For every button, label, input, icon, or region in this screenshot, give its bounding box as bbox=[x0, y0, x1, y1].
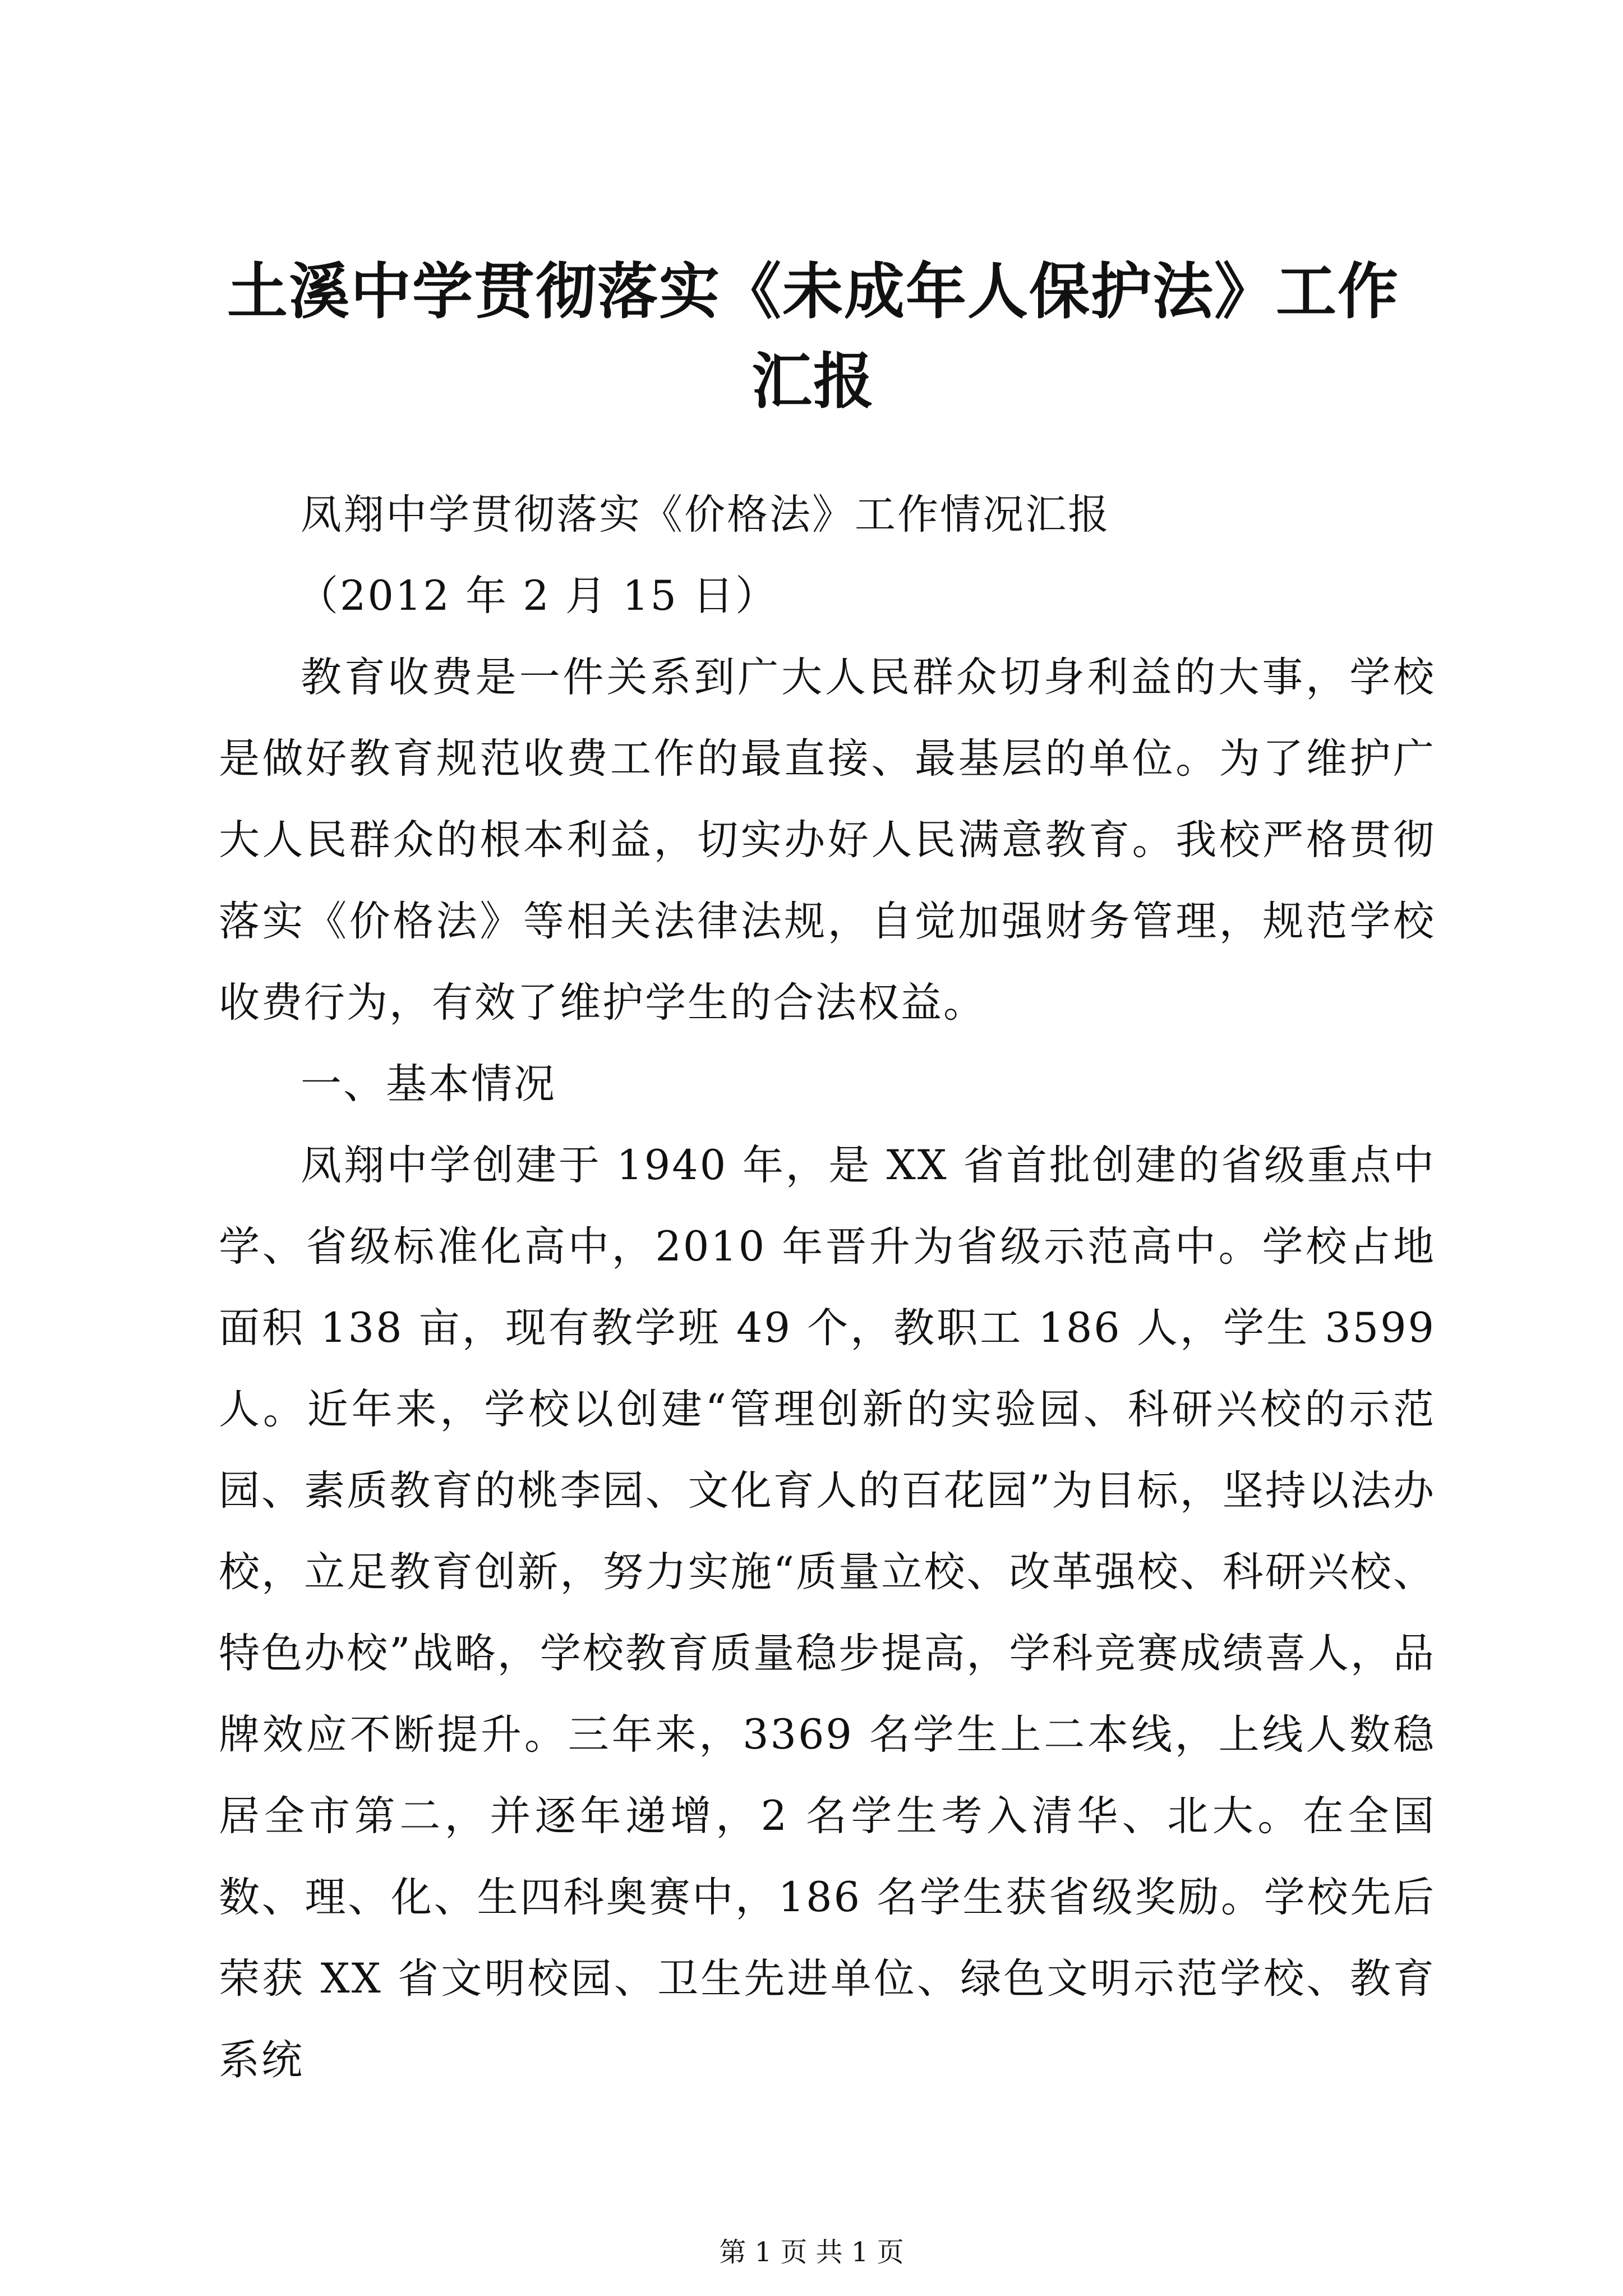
section-heading-basic-info: 一、基本情况 bbox=[301, 1060, 556, 1108]
document-body bbox=[219, 474, 1436, 2101]
paragraph-intro: 教育收费是一件关系到广大人民群众切身利益的大事，学校是做好教育规范收费工作的最直接、最基层的单位。为了维护广大人民群众的根本利益，切实办好人民满意教育。我校严格贯彻落实《价格法》等相关法律法规，自觉加强财务管理，规范学校收费行为，有效了维护学生的合法权益。 bbox=[219, 654, 1436, 1027]
page-number-label: 第 1 页 共 1 页 bbox=[719, 2237, 904, 2268]
document-title: 土溪中学贯彻落实《未成年人保护法》工作汇报 bbox=[227, 256, 1399, 417]
page-footer bbox=[0, 2235, 1623, 2269]
document-date: （2012 年 2 月 15 日） bbox=[297, 572, 778, 620]
document-subtitle: 凤翔中学贯彻落实《价格法》工作情况汇报 bbox=[301, 491, 1110, 539]
paragraph-basic-info: 凤翔中学创建于 1940 年，是 XX 省首批创建的省级重点中学、省级标准化高中，2010 年晋升为省级示范高中。学校占地面积 138 亩，现有教学班 49 个，教职工 186 人，学生 3599 人。近年来，学校以创建“管理创新的实验园、科研兴校的示范园、素质教育的桃李园、文化育人的百花园”为目标，坚持以法办校，立足教育创新，努力实施“质量立校、改革强校、科研兴校、特色办校”战略，学校教育质量稳步提高，学科竞赛成绩喜人，品牌效应不断提升。三年来，3369 名学生上二本线，上线人数稳居全市第二，并逐年递增，2 名学生考入清华、北大。在全国数、理、化、生四科奥赛中，186 名学生获省级奖励。学校先后荣获 XX 省文明校园、卫生先进单位、绿色文明示范学校、教育系统 bbox=[219, 1142, 1436, 2084]
